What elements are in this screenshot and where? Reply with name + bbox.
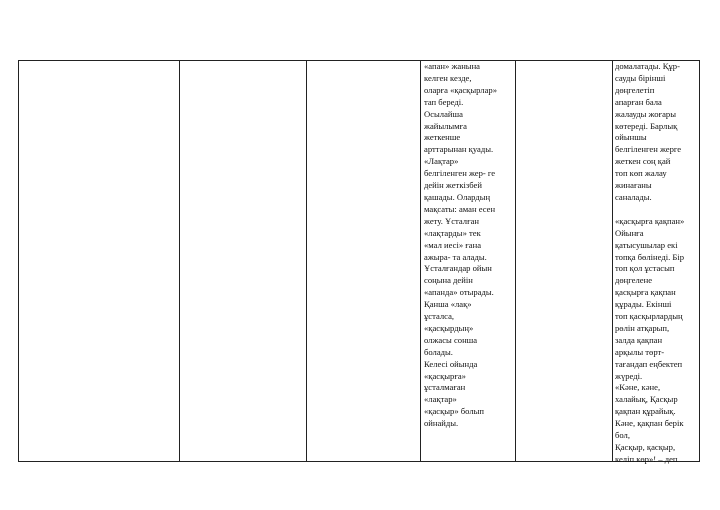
- text-line: арқылы төрт-: [615, 346, 665, 357]
- table-border-left: [18, 61, 19, 461]
- table-border-right: [699, 61, 700, 461]
- text-line: тап береді.: [424, 96, 464, 107]
- text-line: дейін жеткізбей: [424, 180, 482, 191]
- text-line: ойнайды.: [424, 418, 459, 429]
- text-line: Осылайша: [424, 108, 463, 119]
- text-line: ажыра- та алады.: [424, 251, 487, 262]
- text-line: домалатады. Құр-: [615, 61, 680, 71]
- text-line: «қасқырға қақпан»: [615, 215, 685, 226]
- text-line: жинағаны: [615, 180, 652, 191]
- text-line: белгіленген жерге: [615, 144, 682, 155]
- text-line: жеткенше: [424, 132, 461, 143]
- text-line: келген кезде,: [424, 72, 472, 83]
- text-line: қасқырға қақпан: [615, 287, 676, 298]
- text-line: «апанда» отырады.: [424, 287, 494, 298]
- text-line: Ойынға: [615, 227, 644, 238]
- text-line: топ қол ұстасып: [615, 263, 675, 274]
- text-line: Қасқыр, қасқыр,: [615, 442, 676, 452]
- text-line: ұсталмаған: [424, 382, 466, 393]
- text-line: қақпан құрайық.: [615, 406, 676, 417]
- game-description-cell: [424, 61, 497, 430]
- text-line: топ қасқырлардың: [615, 311, 683, 322]
- text-line: «апан» жанына: [424, 61, 480, 71]
- text-line: олжасы сонша: [424, 334, 478, 345]
- text-line: «лақтарды» тек: [424, 227, 481, 238]
- text-line: «лақтар»: [424, 394, 457, 405]
- column-divider-3: [420, 61, 421, 461]
- text-line: белгіленген жер- ге: [424, 168, 496, 179]
- text-line: жалауды жоғары: [615, 108, 676, 119]
- text-line: Ұсталғандар ойын: [424, 263, 492, 274]
- text-line: [615, 204, 684, 216]
- content-table: [18, 60, 700, 462]
- text-line: жайылымға: [424, 120, 467, 131]
- text-line: келіп көр»! – деп: [615, 453, 678, 464]
- text-line: құрады. Екінші: [615, 299, 672, 310]
- text-line: топ көп жалау: [615, 168, 667, 179]
- text-line: тағандап еңбектеп: [615, 358, 683, 369]
- column-divider-1: [179, 61, 180, 461]
- text-line: қатысушылар екі: [615, 239, 678, 250]
- text-line: Келесі ойында: [424, 358, 478, 369]
- text-line: Кәне, қақпан берік: [615, 418, 684, 429]
- text-line: апарған бала: [615, 96, 662, 107]
- text-line: халайық, Қасқыр: [615, 394, 678, 405]
- text-line: қашады. Олардың: [424, 191, 491, 202]
- game-rules-cell: [615, 61, 684, 466]
- text-line: жеткен соң қай: [615, 156, 671, 167]
- text-line: Қанша «лақ»: [424, 299, 472, 310]
- text-line: болады.: [424, 346, 453, 357]
- text-line: топқа бөлінеді. Бір: [615, 251, 684, 262]
- text-line: соңына дейін: [424, 275, 473, 286]
- text-line: сауды бірінші: [615, 72, 666, 83]
- column-divider-5: [612, 61, 613, 461]
- column-divider-4: [515, 61, 516, 461]
- text-line: мақсаты: аман есен: [424, 203, 496, 214]
- text-line: «мал иесі» ғана: [424, 239, 482, 250]
- text-line: көтереді. Барлық: [615, 120, 678, 131]
- text-line: жүреді.: [615, 370, 643, 381]
- text-line: ұсталса,: [424, 311, 455, 322]
- text-line: саналады.: [615, 191, 652, 202]
- text-line: оларға «қасқырлар»: [424, 84, 498, 95]
- text-line: арттарынан қуады.: [424, 144, 494, 155]
- text-line: «қасқырға»: [424, 370, 466, 381]
- text-line: залда қақпан: [615, 334, 663, 345]
- text-line: ойыншы: [615, 132, 647, 143]
- column-divider-2: [306, 61, 307, 461]
- text-line: «қасқыр» болып: [424, 406, 485, 417]
- text-line: «Кәне, кәне,: [615, 382, 661, 393]
- text-line: жету. Ұсталған: [424, 215, 480, 226]
- text-line: рөлін атқарып,: [615, 322, 670, 333]
- text-line: «Лақтар»: [424, 156, 459, 167]
- text-line: бол,: [615, 430, 630, 441]
- text-line: «қасқырдың»: [424, 322, 474, 333]
- text-line: дөңгелетіп: [615, 84, 655, 95]
- text-line: дөңгелене: [615, 275, 653, 286]
